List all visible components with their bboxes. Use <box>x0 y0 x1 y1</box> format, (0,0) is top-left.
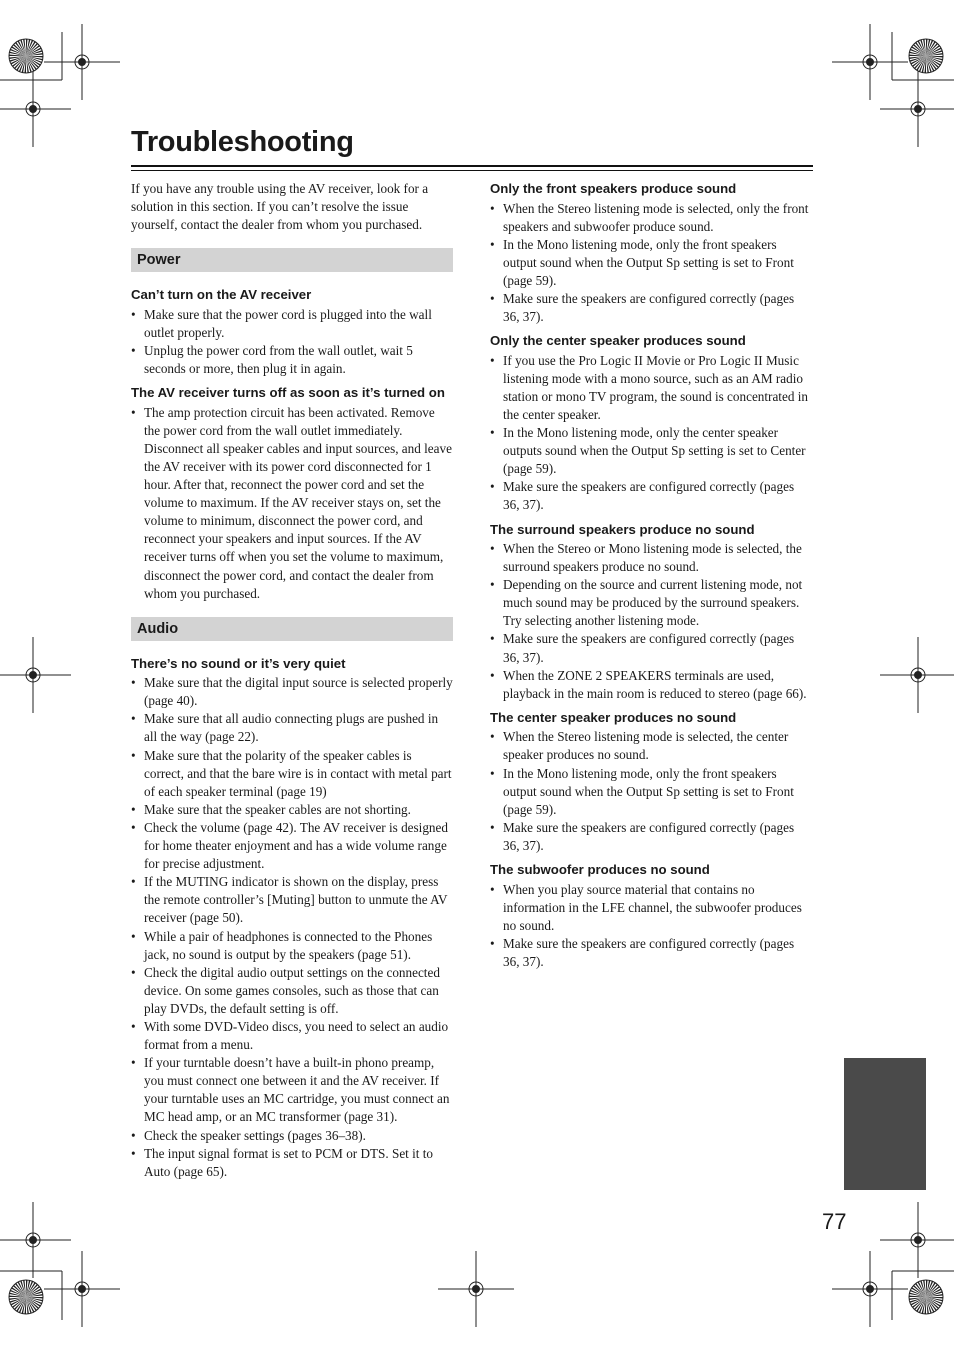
topic-list <box>131 306 453 378</box>
section-side-tab <box>844 1058 926 1190</box>
list-item: • With some DVD-Video discs, you need to select an audio format from a menu. <box>131 1018 453 1054</box>
topic-list <box>490 200 813 327</box>
list-item: • The input signal format is set to PCM or DTS. Set it to Auto (page 65). <box>131 1145 453 1181</box>
list-item: • Make sure the speakers are configured correctly (pages 36, 37). <box>490 630 813 666</box>
list-item: • In the Mono listening mode, only the front speakers output sound when the Output Sp setting is set to Front (page 59). <box>490 236 813 290</box>
crosshair-mark <box>0 1202 71 1278</box>
topic-list <box>490 728 813 855</box>
list-item: • Make sure the speakers are configured correctly (pages 36, 37). <box>490 290 813 326</box>
list-item: • When the ZONE 2 SPEAKERS terminals are used, playback in the main room is reduced to stereo (page 66). <box>490 667 813 703</box>
list-item: • Make sure that the power cord is plugged into the wall outlet properly. <box>131 306 453 342</box>
crosshair-mark <box>880 71 954 147</box>
topic-title: The surround speakers produce no sound <box>490 521 755 537</box>
topic-title: There’s no sound or it’s very quiet <box>131 655 346 671</box>
registration-sunburst <box>909 39 943 73</box>
crosshair-mark <box>832 24 908 100</box>
registration-sunburst <box>9 39 43 73</box>
crosshair-mark <box>44 1251 120 1327</box>
list-item: • When the Stereo listening mode is selected, the center speaker produces no sound. <box>490 728 813 764</box>
list-item: • Make sure that the polarity of the speaker cables is correct, and that the bare wire is in contact with metal part of each speaker terminal (page 19) <box>131 747 453 801</box>
intro-text: If you have any trouble using the AV receiver, look for a solution in this section. If you can’t resolve the issue yourself, contact the dealer from whom you purchased. <box>131 181 429 233</box>
list-item: • While a pair of headphones is connected to the Phones jack, no sound is output by the speakers (page 51). <box>131 928 453 964</box>
topic-list <box>131 674 453 1181</box>
topic-title: The AV receiver turns off as soon as it’s turned on <box>131 385 445 401</box>
crosshair-mark <box>0 71 71 147</box>
list-item: • Unplug the power cord from the wall outlet, wait 5 seconds or more, then plug it in again. <box>131 342 453 378</box>
crosshair-mark <box>880 1202 954 1278</box>
list-item: • Make sure that the digital input source is selected properly (page 40). <box>131 674 453 710</box>
topic-title: Only the front speakers produce sound <box>490 181 737 196</box>
page-title: Troubleshooting <box>131 126 354 158</box>
list-item: • If you use the Pro Logic II Movie or Pro Logic II Music listening mode with a mono source, such as an AM radio station or mono TV program, the sound is concentrated in the center speaker. <box>490 352 813 424</box>
topic-title: The center speaker produces no sound <box>490 709 737 725</box>
list-item: • When the Stereo or Mono listening mode is selected, the surround speakers produce no sound. <box>490 540 813 576</box>
topic-title: The subwoofer produces no sound <box>490 862 710 877</box>
crosshair-mark <box>438 1251 514 1327</box>
topic-list <box>490 540 813 703</box>
list-item: • Check the speaker settings (pages 36–38). <box>131 1127 453 1145</box>
topic-title: Can’t turn on the AV receiver <box>131 287 312 303</box>
list-item: • In the Mono listening mode, only the front speakers output sound when the Output Sp setting is set to Front (page 59). <box>490 765 813 819</box>
list-item: • Depending on the source and current listening mode, not much sound may be produced by the surround speakers. Try selecting another listening mode. <box>490 576 813 630</box>
crosshair-mark <box>0 637 71 713</box>
list-item: • Make sure the speakers are configured correctly (pages 36, 37). <box>490 935 813 971</box>
list-item: • The amp protection circuit has been activated. Remove the power cord from the wall outlet immediately. Disconnect all speaker cables and input sources, and leave the AV receiver with its power cord disconnected for 1 hour. After that, reconnect the power cord and set the volume to maximum. If the AV receiver stays on, set the volume to minimum, disconnect the power cord, and reconnect your speakers and input sources. If the AV receiver turns off when you set the volume to maximum, disconnect the power cord, and contact the dealer from whom you purchased. <box>131 404 453 603</box>
page-number: 77 <box>822 1209 847 1234</box>
section-heading-audio: Audio <box>131 617 453 641</box>
list-item: • In the Mono listening mode, only the center speaker outputs sound when the Output Sp setting is set to Center (page 59). <box>490 424 813 478</box>
registration-sunburst <box>909 1280 943 1314</box>
list-item: • If your turntable doesn’t have a built-in phono preamp, you must connect one between it and the AV receiver. If your turntable uses an MC cartridge, you must connect an MC head amp, or an MC transformer (page 31). <box>131 1054 453 1126</box>
section-heading-power: Power <box>131 248 453 272</box>
crosshair-mark <box>880 637 954 713</box>
list-item: • Make sure that the speaker cables are not shorting. <box>131 801 453 819</box>
crosshair-mark <box>44 24 120 100</box>
right-column <box>490 180 813 971</box>
topic-title: Only the center speaker produces sound <box>490 333 746 349</box>
topic-list <box>131 404 453 603</box>
list-item: • Check the digital audio output settings on the connected device. On some games consoles, such as those that can play DVDs, the default setting is off. <box>131 964 453 1018</box>
registration-sunburst <box>9 1280 43 1314</box>
list-item: • When you play source material that contains no information in the LFE channel, the subwoofer produces no sound. <box>490 881 813 935</box>
crosshair-mark <box>832 1251 908 1327</box>
list-item: • Make sure that all audio connecting plugs are pushed in all the way (page 22). <box>131 710 453 746</box>
list-item: • Make sure the speakers are configured correctly (pages 36, 37). <box>490 478 813 514</box>
topic-list <box>490 352 813 515</box>
list-item: • Make sure the speakers are configured correctly (pages 36, 37). <box>490 819 813 855</box>
list-item: • When the Stereo listening mode is selected, only the front speakers and subwoofer produce sound. <box>490 200 813 236</box>
title-rule <box>131 165 813 167</box>
left-column <box>131 180 453 1181</box>
list-item: • If the MUTING indicator is shown on the display, press the remote controller’s [Muting] button to unmute the AV receiver (page 50). <box>131 873 453 927</box>
title-rule-thin <box>131 170 813 171</box>
list-item: • Check the volume (page 42). The AV receiver is designed for home theater enjoyment and has a wide volume range for precise adjustment. <box>131 819 453 873</box>
topic-list <box>490 881 813 971</box>
